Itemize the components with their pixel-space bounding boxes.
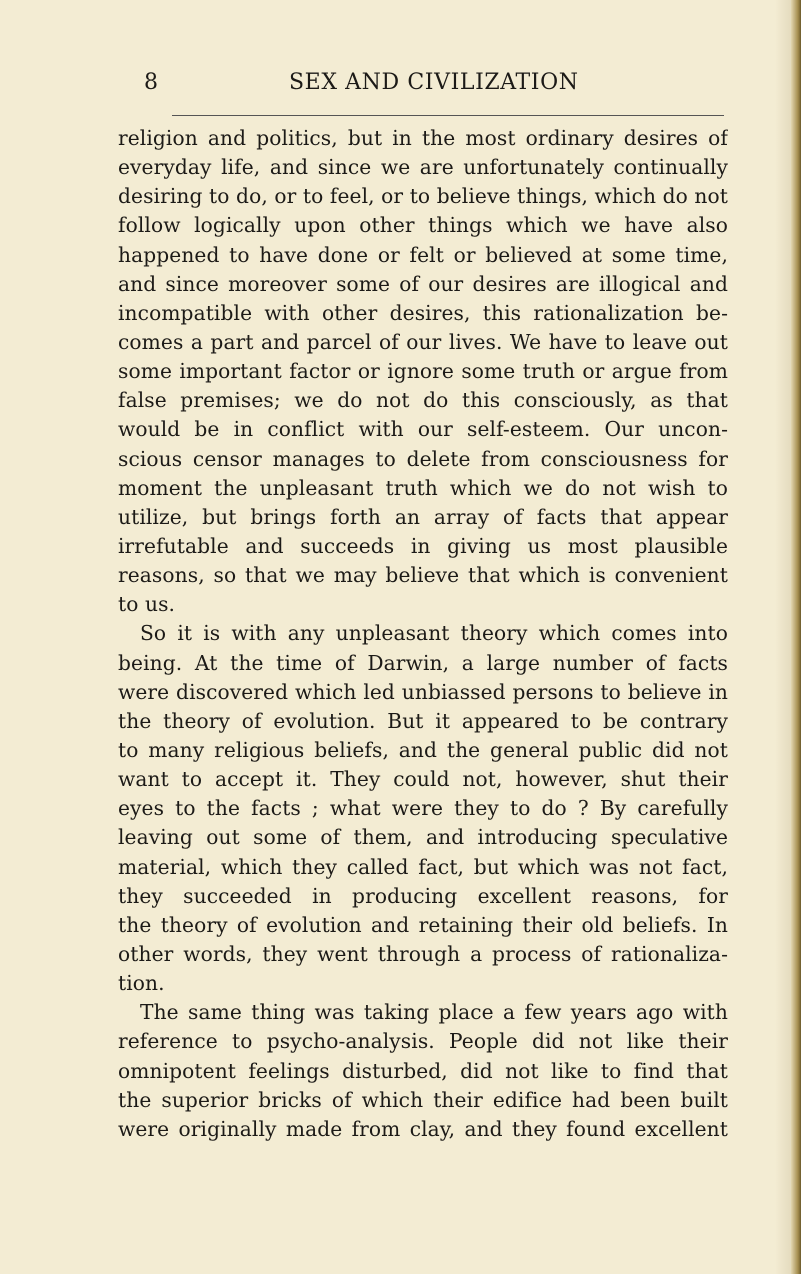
header-rule (172, 115, 724, 116)
text-line: they succeeded in producing excellent reasons, for (118, 883, 728, 908)
text-line: moment the unpleasant truth which we do not wish to (118, 475, 728, 500)
page-number: 8 (144, 70, 159, 95)
text-line: material, which they called fact, but which was not fact, (118, 854, 728, 879)
text-line: being. At the time of Darwin, a large number of facts (118, 650, 728, 675)
text-line: reasons, so that we may believe that which is convenient (118, 563, 728, 588)
text-line: religion and politics, but in the most ordinary desires of (118, 126, 728, 150)
page-edge-shadow (775, 0, 791, 1274)
text-line: to many religious beliefs, and the general public did not (118, 737, 728, 762)
text-line: some important factor or ignore some truth or argue from (118, 359, 728, 384)
text-line: were originally made from clay, and they found excellent (118, 1116, 728, 1141)
text-line: comes a part and parcel of our lives. We have to leave out (118, 329, 728, 354)
page-header (144, 70, 724, 106)
text-line: leaving out some of them, and introducing speculative (118, 825, 728, 850)
text-line: incompatible with other desires, this rationalization be- (118, 300, 728, 325)
text-line: reference to psycho-analysis. People did not like their (118, 1029, 728, 1054)
text-line: the superior bricks of which their edifice had been built (118, 1087, 728, 1112)
text-line: So it is with any unpleasant theory which comes into (140, 621, 728, 646)
text-line: false premises; we do not do this consciously, as that (118, 388, 728, 413)
text-line: to us. (118, 592, 176, 617)
text-line: other words, they went through a process of rationaliza- (118, 941, 728, 966)
text-line: the theory of evolution and retaining their old beliefs. In (118, 912, 728, 937)
text-line: follow logically upon other things which we have also (118, 213, 728, 238)
text-line: happened to have done or felt or believed at some time, (118, 242, 728, 267)
text-line: the theory of evolution. But it appeared to be contrary (118, 708, 728, 733)
text-line: want to accept it. They could not, however, shut their (118, 767, 728, 792)
text-line: irrefutable and succeeds in giving us most plausible (118, 533, 728, 558)
text-line: The same thing was taking place a few years ago with (140, 1000, 728, 1025)
body-text (118, 124, 728, 1144)
text-line: were discovered which led unbiassed persons to believe in (118, 679, 728, 704)
text-line: utilize, but brings forth an array of facts that appear (118, 504, 728, 529)
text-line: tion. (118, 971, 165, 996)
text-line: omnipotent feelings disturbed, did not like to find that (118, 1058, 728, 1083)
text-line: and since moreover some of our desires are illogical and (118, 271, 728, 296)
text-line: everyday life, and since we are unfortunately continually (118, 155, 728, 180)
text-line: desiring to do, or to feel, or to believe things, which do not (118, 184, 728, 209)
text-line: scious censor manages to delete from consciousness for (118, 446, 728, 471)
running-head: SEX AND CIVILIZATION (289, 70, 579, 95)
text-line: would be in conflict with our self-esteem. Our uncon- (118, 417, 728, 442)
text-line: eyes to the facts ; what were they to do ? By carefully (118, 796, 728, 821)
page-edge (791, 0, 801, 1274)
